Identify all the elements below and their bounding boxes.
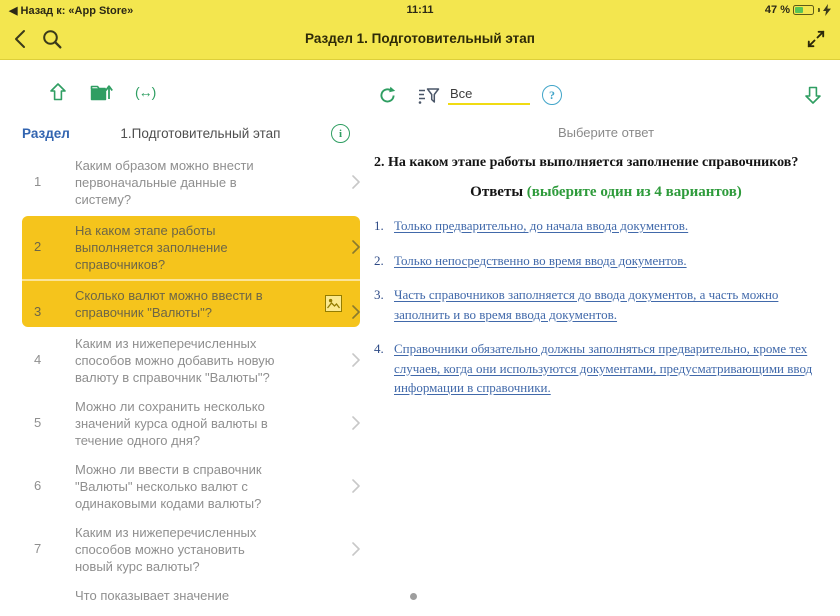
question-text: Каким из нижеперечисленных способов можно добавить новую валюту в справочник "Валюты"? <box>75 336 275 385</box>
answer-option-4[interactable] <box>374 339 828 398</box>
list-item-question-2-selected[interactable] <box>22 216 360 279</box>
question-text: На каком этапе работы выполняется заполнение справочников? <box>75 223 228 272</box>
answer-number: 3. <box>374 287 384 302</box>
question-text: Можно ли ввести в справочник "Валюты" несколько валют с одинаковыми кодами валюты? <box>75 462 262 511</box>
answer-link[interactable]: Справочники обязательно должны заполняться предварительно, кроме тех случаев, когда они используются документами, предусматривающими ввод информации в справочники. <box>394 341 813 395</box>
refresh-icon <box>378 86 397 105</box>
question-number: 2 <box>34 239 42 254</box>
battery-percent-label: 47 % <box>764 4 790 16</box>
chevron-right-icon <box>352 291 360 319</box>
move-up-button[interactable] <box>48 82 68 102</box>
folder-up-icon <box>90 83 113 102</box>
chevron-right-icon <box>352 226 360 254</box>
question-number: 1 <box>34 174 42 189</box>
status-bar <box>0 0 840 20</box>
arrow-down-icon <box>803 85 823 105</box>
page-title: Раздел 1. Подготовительный этап <box>305 31 535 46</box>
chevron-right-icon <box>352 402 360 430</box>
battery-icon <box>793 5 814 15</box>
answer-link[interactable]: Только непосредственно во время ввода документов. <box>394 252 687 268</box>
question-text: Сколько валют можно ввести в справочник "Валюты"? <box>75 288 263 320</box>
question-number: 7 <box>34 541 42 556</box>
clock: 11:11 <box>406 4 434 16</box>
answers-title: Ответы <box>470 184 527 200</box>
section-label: Раздел <box>22 126 70 141</box>
list-item-question-1[interactable] <box>22 151 360 214</box>
charging-bolt-icon <box>823 4 831 16</box>
battery-status <box>765 4 831 16</box>
answer-link[interactable]: Только предварительно, до начала ввода документов. <box>394 218 689 233</box>
answer-option-1[interactable] <box>374 216 828 236</box>
list-item-question-3-selected[interactable] <box>22 279 360 327</box>
left-toolbar <box>48 80 372 104</box>
answers-list <box>374 216 828 398</box>
question-number: 6 <box>34 478 42 493</box>
answers-header <box>372 184 840 201</box>
list-item-question-6[interactable] <box>22 455 360 518</box>
question-text: Каким образом можно внести первоначальные данные в систему? <box>75 158 254 207</box>
question-text: Можно ли сохранить несколько значений курса одной валюты в течение одного дня? <box>75 399 268 448</box>
question-list-panel <box>0 60 372 616</box>
picture-attachment-icon <box>325 295 342 312</box>
answer-prompt: Выберите ответ <box>557 125 655 140</box>
answer-option-2[interactable] <box>374 251 828 271</box>
arrow-up-icon <box>48 82 68 102</box>
list-item-question-5[interactable] <box>22 392 360 455</box>
answer-number: 4. <box>374 341 384 356</box>
list-item-question-7[interactable] <box>22 518 360 581</box>
page-indicator-dot <box>410 593 417 600</box>
answer-option-3[interactable] <box>374 285 828 324</box>
chevron-right-icon <box>352 528 360 556</box>
section-title: 1.Подготовительный этап <box>120 126 281 141</box>
refresh-button[interactable] <box>378 86 397 105</box>
move-down-button[interactable] <box>803 85 823 105</box>
section-header <box>22 124 350 143</box>
answer-link[interactable]: Часть справочников заполняется до ввода документов, а часть можно заполнить и во время ввода документов. <box>394 287 779 322</box>
question-number: 3 <box>34 304 42 319</box>
question-number <box>22 587 75 604</box>
open-folder-button[interactable] <box>90 83 113 102</box>
fullscreen-button[interactable] <box>806 29 826 49</box>
help-icon[interactable]: ? <box>542 85 562 105</box>
nav-bar <box>0 20 840 60</box>
question-number: 4 <box>34 352 42 367</box>
answers-subtitle: (выберите один из 4 вариантов) <box>526 184 742 200</box>
expand-icon <box>806 29 826 49</box>
fit-width-button[interactable]: (↔) <box>135 84 156 100</box>
battery-cap <box>818 8 820 12</box>
list-item-question-4[interactable] <box>22 329 360 392</box>
answer-number: 1. <box>374 218 384 233</box>
selected-questions-group <box>22 216 360 327</box>
back-to-app-link[interactable]: ◀ Назад к: «App Store» <box>9 4 134 17</box>
answer-panel <box>372 60 840 616</box>
question-text: Каким из нижеперечисленных способов можно установить новый курс валюты? <box>75 525 257 574</box>
answer-number: 2. <box>374 252 384 268</box>
question-list <box>22 151 360 616</box>
filter-icon <box>417 86 440 105</box>
filter-value-field[interactable]: Все <box>448 85 530 105</box>
question-number: 5 <box>34 415 42 430</box>
question-text: Что показывает значение <box>75 588 230 603</box>
chevron-right-icon <box>352 465 360 493</box>
chevron-right-icon <box>352 161 360 189</box>
list-item-question-8-truncated[interactable] <box>22 581 360 616</box>
current-question-title: 2. На каком этапе работы выполняется заполнение справочников? <box>374 155 799 170</box>
chevron-right-icon <box>352 339 360 367</box>
filter-button[interactable] <box>417 86 440 105</box>
right-toolbar <box>372 82 840 108</box>
info-icon[interactable]: i <box>331 124 350 143</box>
